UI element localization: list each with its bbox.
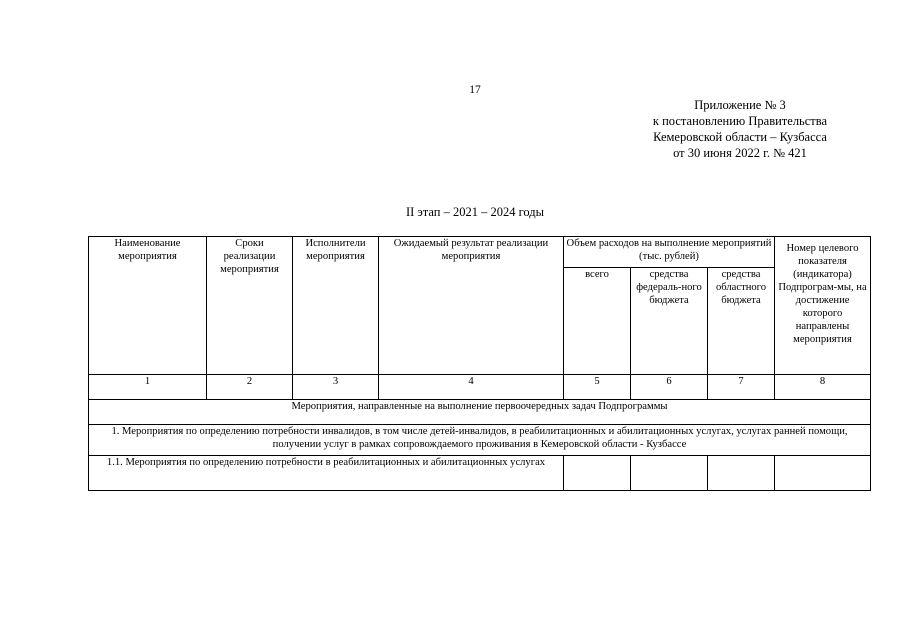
appendix-line-3: Кемеровской области – Кузбасса	[653, 130, 827, 144]
table-row	[89, 456, 871, 491]
header-regional: средства областного бюджета	[708, 268, 775, 375]
appendix-line-4: от 30 июня 2022 г. № 421	[673, 146, 807, 160]
header-indicator: Номер целевого показателя (индикатора) Подпрограм-мы, на достижение которого направлены мероприятия	[775, 237, 871, 375]
header-row	[89, 237, 871, 268]
stage-title: II этап – 2021 – 2024 годы	[405, 205, 545, 219]
section-row	[89, 400, 871, 425]
header-terms: Сроки реализации мероприятия	[207, 237, 293, 375]
appendix-line-1: Приложение № 3	[694, 98, 786, 112]
block-row	[89, 425, 871, 456]
column-number: 3	[293, 375, 379, 400]
section-title: Мероприятия, направленные на выполнение первоочередных задач Подпрограммы	[89, 400, 871, 425]
item-1-1-indicator	[775, 456, 871, 491]
item-1-1-total	[564, 456, 631, 491]
column-numbers-row	[89, 375, 871, 400]
header-expected-result: Ожидаемый результат реализации мероприятия	[379, 237, 564, 375]
block-1-text: 1. Мероприятия по определению потребности инвалидов, в том числе детей-инвалидов, в реабилитационных и абилитационных услугах, услугах ранней помощи, получении услуг в рамках сопровождаемого проживания в Кемеровской области - Кузбассе	[89, 425, 871, 456]
column-number: 2	[207, 375, 293, 400]
column-number: 1	[89, 375, 207, 400]
column-number: 5	[564, 375, 631, 400]
column-number: 7	[708, 375, 775, 400]
column-number: 8	[775, 375, 871, 400]
activities-table	[88, 236, 871, 491]
header-expenses: Объем расходов на выполнение мероприятий (тыс. рублей)	[564, 237, 775, 268]
header-federal: средства федераль-ного бюджета	[631, 268, 708, 375]
item-1-1-name: 1.1. Мероприятия по определению потребности в реабилитационных и абилитационных услугах	[89, 456, 564, 491]
appendix-line-2: к постановлению Правительства	[652, 114, 828, 128]
column-number: 6	[631, 375, 708, 400]
header-executors: Исполнители мероприятия	[293, 237, 379, 375]
item-1-1-federal	[631, 456, 708, 491]
header-name: Наименование мероприятия	[89, 237, 207, 375]
column-number: 4	[379, 375, 564, 400]
appendix-header	[610, 97, 870, 161]
item-1-1-regional	[708, 456, 775, 491]
page-number: 17	[469, 84, 481, 96]
header-total: всего	[564, 268, 631, 375]
